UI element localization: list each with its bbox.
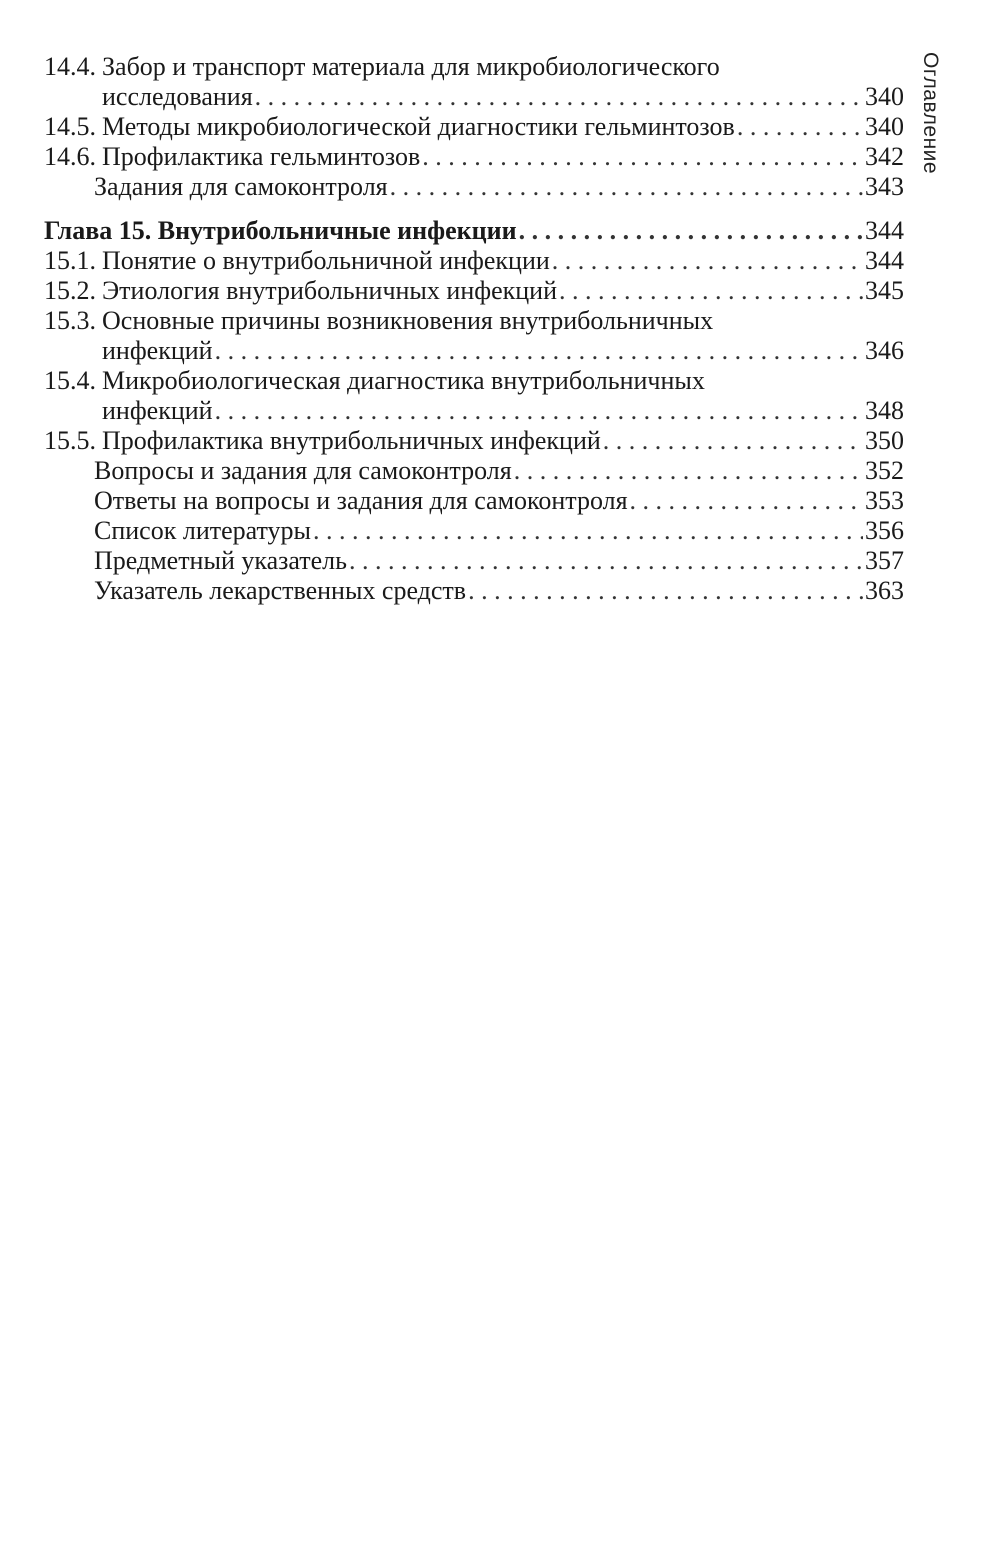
dot-leader	[552, 246, 863, 276]
toc-entry-title: Основные причины возникновения внутрибольничных	[102, 306, 714, 335]
dot-leader	[313, 516, 863, 546]
toc-page-number: 353	[865, 486, 904, 515]
dot-leader	[603, 426, 863, 456]
toc-entry-number: 14.5.	[44, 112, 96, 141]
toc-entry-title: Профилактика гельминтозов	[102, 142, 421, 171]
toc-entry-self-control-tasks[interactable]	[44, 172, 904, 202]
dot-leader	[630, 486, 863, 516]
toc-page-number: 357	[865, 546, 904, 575]
toc-entry-title: Забор и транспорт материала для микробиологического	[102, 52, 720, 81]
toc-entry-title: Этиология внутрибольничных инфекций	[102, 276, 557, 305]
toc-page-number: 348	[865, 396, 904, 425]
toc-entry-title: Методы микробиологической диагностики гельминтозов	[102, 112, 735, 141]
toc-entry-title-continued: инфекций	[102, 336, 213, 365]
toc-entry-number: 15.4.	[44, 366, 96, 395]
toc-entry-15-5[interactable]	[44, 426, 904, 456]
table-of-contents	[44, 52, 904, 606]
toc-entry-title: Микробиологическая диагностика внутрибольничных	[102, 366, 705, 395]
toc-page-number: 350	[865, 426, 904, 455]
dot-leader	[349, 546, 863, 576]
toc-entry-number: 15.2.	[44, 276, 96, 305]
toc-entry-title: Профилактика внутрибольничных инфекций	[102, 426, 601, 455]
dot-leader	[255, 82, 863, 112]
toc-entry-title: Список литературы	[94, 516, 311, 545]
toc-entry-number: 14.6.	[44, 142, 96, 171]
toc-page-number: 340	[865, 112, 904, 141]
toc-chapter-title: Глава 15. Внутрибольничные инфекции	[44, 216, 517, 245]
dot-leader	[559, 276, 863, 306]
toc-page-number: 344	[865, 216, 904, 245]
toc-entry-number: 14.4.	[44, 52, 96, 81]
toc-page-number: 342	[865, 142, 904, 171]
dot-leader	[422, 142, 863, 172]
toc-page-number: 356	[865, 516, 904, 545]
toc-entry-title: Понятие о внутрибольничной инфекции	[102, 246, 550, 275]
dot-leader	[519, 216, 863, 246]
toc-entry-number: 15.5.	[44, 426, 96, 455]
toc-page-number: 344	[865, 246, 904, 275]
toc-entry-15-3[interactable]	[44, 306, 904, 366]
toc-entry-14-6[interactable]	[44, 142, 904, 172]
toc-entry-questions[interactable]	[44, 456, 904, 486]
toc-entry-subject-index[interactable]	[44, 546, 904, 576]
toc-entry-answers[interactable]	[44, 486, 904, 516]
dot-leader	[737, 112, 863, 142]
toc-entry-title-continued: инфекций	[102, 396, 213, 425]
toc-entry-15-2[interactable]	[44, 276, 904, 306]
toc-entry-number: 15.3.	[44, 306, 96, 335]
toc-entry-14-4[interactable]	[44, 52, 904, 112]
toc-entry-title: Указатель лекарственных средств	[94, 576, 467, 605]
running-head: Оглавление	[919, 52, 942, 175]
toc-entry-literature[interactable]	[44, 516, 904, 546]
toc-entry-drug-index[interactable]	[44, 576, 904, 606]
toc-page-number: 346	[865, 336, 904, 365]
toc-entry-14-5[interactable]	[44, 112, 904, 142]
dot-leader	[514, 456, 863, 486]
toc-entry-15-1[interactable]	[44, 246, 904, 276]
toc-page-number: 363	[865, 576, 904, 605]
toc-entry-title: Предметный указатель	[94, 546, 348, 575]
toc-page-number: 352	[865, 456, 904, 485]
dot-leader	[390, 172, 863, 202]
dot-leader	[215, 336, 863, 366]
toc-entry-title: Ответы на вопросы и задания для самоконтроля	[94, 486, 628, 515]
toc-entry-number: 15.1.	[44, 246, 96, 275]
toc-entry-15-4[interactable]	[44, 366, 904, 426]
toc-page-number: 345	[865, 276, 904, 305]
toc-entry-title: Задания для самоконтроля	[94, 172, 388, 201]
dot-leader	[468, 576, 863, 606]
toc-chapter-15[interactable]	[44, 216, 904, 246]
toc-entry-title-continued: исследования	[102, 82, 253, 111]
toc-page-number: 340	[865, 82, 904, 111]
toc-page-number: 343	[865, 172, 904, 201]
toc-entry-title: Вопросы и задания для самоконтроля	[94, 456, 512, 485]
dot-leader	[215, 396, 863, 426]
